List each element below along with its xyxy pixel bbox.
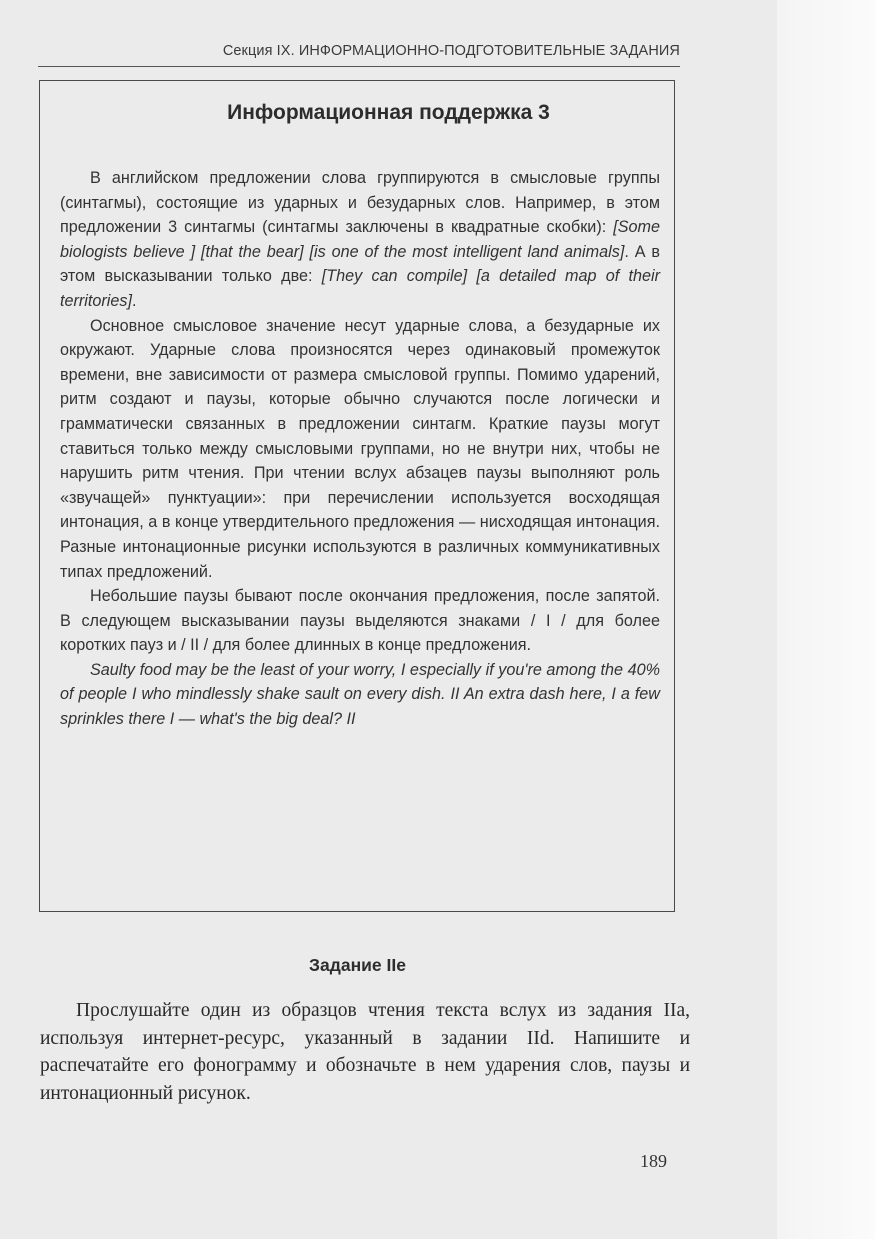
pause-example-text: Saulty food may be the least of your worry, I especially if you're among the 40% of people I who mindlessly shake sault on every dish. II An extra dash here, I a few sprinkles there I — what's the big deal? II (60, 660, 660, 729)
task-title: Задание IIe (309, 955, 406, 975)
info-paragraph-2: Основное смысловое значение несут ударные слова, а безударные их окружают. Ударные слова произносятся через одинаковый промежуток времени, вне зависимости от размера смысловой группы. Помимо ударений, ритм создают и паузы, которые обычно случаются после логически и грамматически связанных в предложении синтагм. Краткие паузы могут ставиться только между смысловыми группами, но не внутри них, чтобы не нарушить ритм чтения. При чтении вслух абзацев паузы выполняют роль «звучащей» пунктуации»: при перечислении используется восходящая интонация, а в конце утвердительного предложения — нисходящая интонация. Разные интонационные рисунки используются в различных коммуникативных типах предложений. (60, 316, 660, 581)
task-body (40, 997, 690, 1107)
info-box-body (60, 166, 660, 732)
pause-example (60, 658, 660, 732)
header-rule (38, 66, 680, 67)
p1-text-3: . (131, 291, 137, 310)
p1-example-1: [Some biologists believe ] [that the bear] [is one of the most intelligent land animals] (60, 218, 660, 261)
info-paragraph-1 (60, 166, 660, 314)
info-box-title: Информационная поддержка 3 (227, 101, 550, 124)
page-number: 189 (640, 1151, 667, 1171)
running-head: Секция IX. ИНФОРМАЦИОННО-ПОДГОТОВИТЕЛЬНЫЕ ЗАДАНИЯ (222, 43, 680, 59)
scan-margin (777, 0, 875, 1239)
p1-example-2: [They can compile] [a detailed map of their territories] (60, 267, 660, 310)
info-paragraph-3: Небольшие паузы бывают после окончания предложения, после запятой. В следующем высказывании паузы выделяются знаками / I / для более коротких пауз и / II / для более длинных в конце предложения. (60, 587, 660, 655)
p1-text-1: В английском предложении слова группируются в смысловые группы (синтагмы), состоящие из ударных и безударных слов. Например, в этом предложении 3 синтагмы (синтагмы заключены в квадратные скобки): (60, 169, 660, 237)
p1-text-2: . А в этом высказывании только две: (60, 242, 660, 286)
task-text: Прослушайте один из образцов чтения текста вслух из задания IIa, используя интернет-ресурс, указанный в задании IId. Напишите и распечатайте его фонограмму и обозначьте в нем ударения слов, паузы и интонационный рисунок. (40, 1000, 690, 1104)
